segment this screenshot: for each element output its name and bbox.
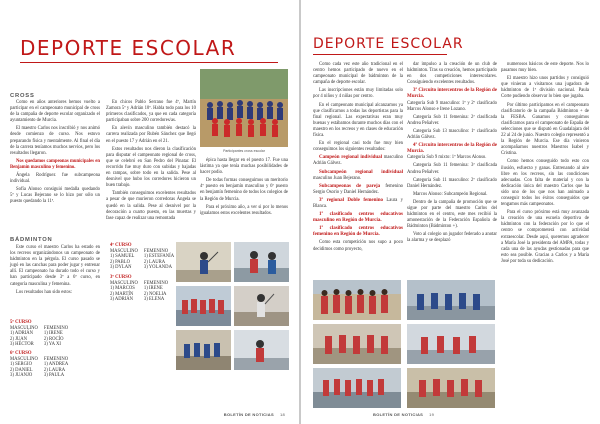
roster-cell: 1) SAMUEL [110,254,135,260]
footer [224,412,285,417]
result-item [313,226,403,238]
paragraph: Ángela Rodríguez fue subcampeona individual. [10,173,100,185]
paragraph: Voto al colegio un jugador federado a anotar la alarma y se desplazó [407,232,497,244]
roster-label: 6º CURSO [10,351,32,356]
badminton-photo-2 [234,242,289,282]
team-photo-5 [313,368,401,408]
roster-4-curso [110,243,180,271]
roster-cell: 1) ANDREA [43,362,69,368]
paragraph: épica hasta llegar en el puesto 17. Fue una lástima ya que tenía muchas posibilidades de hacer podio. [200,158,288,176]
result-item [407,178,497,190]
roster-6-curso [10,351,74,379]
result-text: Categoría Sub 11 femenina: 2ª clasificada Andrea Peñalver. [407,114,497,126]
paragraph: Como esta competición nos supo a poco decidimos como proyecto, [313,240,403,252]
roster-cell: 2) DANIEL [10,367,33,373]
cross-column-3 [200,158,288,219]
roster-cell: 2) PABLO [110,259,131,265]
result-text: Categoría Sub 11 masculino: 2º clasificado Daniel Hernández. [407,177,497,189]
result-item [407,143,497,161]
result-item [407,129,497,141]
footer-label: BOLETÍN DE NOTICIAS [373,412,424,417]
roster-header: MASCULINO [110,248,138,254]
paragraph: El maestro Carlos nos inscribió y nos animó desde comienzo de curso. Nos estuvo preparando física y mentalmente. Al final el día de la carrera teníamos muchos nervios, pero los resultados llegaron. [10,126,100,156]
roster-cell: 3) JUANJO [10,373,33,379]
result-item [313,155,403,167]
roster-header: FEMENINO [43,325,69,331]
roster-header: FEMENINO [43,356,69,362]
title-rule [313,54,447,55]
paragraph: numerosos básicos de este deporte. Nos lo pasamos muy bien. [501,62,589,74]
right-column-1 [313,62,403,255]
badminton-photo-4 [234,286,289,326]
result-text: Categoría Sub 9 masculino: 1º y 2º clasificado Marcos Alonso e Irene Lozano. [407,100,497,112]
paragraph: Los resultados han sido estos: [16,289,72,295]
roster-header: FEMENINO [143,280,169,286]
result-title: 3º Circuito intercentros de la Región de Murcia. [407,88,497,100]
roster-cell: 1) ESTEFANÍA [143,254,175,260]
paragraph: En el regional casi todo fue muy bien conseguimos los siguientes resultados: [313,141,403,153]
paragraph: En alevín masculino también destacó la carrera realizada por Rubén Sánchez que llegó en el puesto 17 y Adrián en el 21. [106,126,196,144]
roster-3-curso [110,275,174,303]
roster-cell: 1) IRENE [143,286,163,292]
section-heading-cross: CROSS [10,93,35,99]
cross-column-2 [106,100,196,224]
result-title: 3º regional Doble femenino [319,197,384,203]
team-photo-6 [407,368,495,408]
result-item [407,115,497,127]
highlight-paragraph: Nos quedamos campeonas municipales en Benjamín masculino y femenino. [10,158,100,170]
badminton-intro [10,245,100,298]
result-item [407,88,497,112]
right-column-3 [501,62,589,267]
photo-caption: Participantes cross escolar [223,149,265,153]
paragraph: Como en años anteriores hemos vuelto a participar en el campeonato municipal de cross de la campaña de deporte escolar organizado el ayuntamiento de Murcia. [10,100,100,124]
roster-cell: 1) IRENE [43,331,63,337]
paragraph: Como cada vez este año tradicional en el centro hemos participado de nuevo en el campeonato municipal de bádminton de la campaña de deporte escolar. [313,62,403,86]
roster-cell: 3) HÉCTOR [10,342,34,348]
result-item [313,212,403,224]
result-text: masculino Juan Bejerano. [313,175,362,181]
paragraph: En el campeonato municipal alcanzamos ya que clasificarnos a todas las deportistas para la final regional. Las expectativas eran muy buenas y estábamos durante muchos días con el maestro en los recreos y en clases de educación física. [313,102,403,139]
team-photo-2 [407,280,495,320]
roster-label: 4º CURSO [110,243,132,248]
result-text: Categoría Sub 13 masculino: 1º clasificado Adrián Gálvez. [407,128,497,141]
result-item [407,192,497,198]
paragraph: En chicos Pablo Serrano fue 4º, Martín Zamora 5º y Adrián 10º. Habla todo para los 10 primeros clasificados, ya que en cada categoría participaban sobre 200 corredores/as. [106,100,196,124]
roster-header: MASCULINO [10,325,38,331]
page-number: 18 [279,412,285,417]
roster-table [10,357,74,379]
roster-5-curso [10,320,74,348]
roster-table [10,326,74,348]
roster-header: MASCULINO [10,356,38,362]
roster-label: 3º CURSO [110,275,132,280]
roster-cell: 3) ELENA [143,297,165,303]
paragraph: Este curso el maestro Carlos ha estado en los recreos organizándonos un campeonato de bádminton en la pérgola. El curso pasado se jugó en las canchas para poder jugar y entrenar allí. El campeonato ha durado todo el curso y han participado desde 3º a 6º curso, en categoría masculina y femenina. [10,245,100,287]
paragraph: Por último participamos en el campeonato clasificatorio de la campaña Bádminton + de la FESBA. Ganamos y conseguimos clasificarnos para el campeonato de España de selecciones que se disputó en Guadalajara del 22 al 24 de junio. Nuestro colegio representó a la Región de Murcia. Ese día vinieron acompañarnos nuestros Maestros Isabel y Cristina. [501,102,589,157]
result-title: 1º clasificado centros educativos masculino en Región de Murcia. [313,212,403,224]
team-photo-4 [407,324,495,364]
paragraph: Como hemos conseguido todo esto con ilusión, esfuerzo y ganas. Entrenando al aire libre en los recreos, sin las condiciones adecuadas. Con falta de material y con la dedicación única del maestro Carlos que ha sido uno de los que nos han animado a conseguir todos los éxitos conseguidos que tengamos más campeonatos. [501,159,589,208]
roster-cell: 3) YOLANDA [143,265,172,271]
cross-column-1 [10,100,100,208]
result-item [407,163,497,175]
title-rule [20,62,278,63]
roster-cell: 3) DYLAN [110,265,132,271]
page-title: DEPORTE ESCOLAR [313,36,464,52]
roster-cell: 3) YA XI [43,342,61,348]
result-item [313,170,403,182]
roster-table [110,249,180,271]
badminton-photo-1 [176,242,231,282]
badminton-photo-6 [234,330,289,370]
result-text: femenino Sergio Osorio y Daniel Hernández. [313,183,404,195]
paragraph: Para el curso próximo está muy avanzada la creación de una escuela deportiva de bádminton con la federación por lo que el centro se comprometerá con actividad extraescolar. Desde aquí, queremos agradecer a María José la presidenta del AMPA, todas y cada una de las ayudas gestionadas para que esto sea posible. Gracias a Carlos y a María José por toda su dedicación. [501,210,589,264]
result-title: Campeón regional individual [319,155,383,161]
page-title: DEPORTE ESCOLAR [20,36,237,60]
right-column-2 [407,62,497,247]
footer [373,412,434,417]
result-item [313,184,403,196]
right-page [301,0,600,424]
paragraph: De todas formas conseguimos un meritorio 4º puesto en benjamín masculino y 6º puesto en benjamín femenino de todos los colegios de la Región de Murcia. [200,178,288,202]
team-photo-1 [313,280,401,320]
roster-cell: 3) PAULA [43,373,65,379]
result-text: masculino Adrián Gálvez. [313,155,403,167]
badminton-photo-3 [176,286,231,326]
paragraph: Sofía Alonso consiguió medalla quedando 5º y Lucas Bejerano se lo hizo por sólo un puesto quedando la 11ª. [10,187,100,205]
paragraph: Dentro de la campaña de promoción que se sigue por parte del maestro Carlos del bádminton en el centro, este mes recibió la amonestación de la Federación Española de Bádminton (Bádminton +). [407,199,497,230]
page-number: 19 [429,412,435,417]
paragraph: Estos resultados nos dieron la clasificación para disputar el campeonato regional de cross, que se celebró en San Pedro del Pinatar. El recorrido fue muy duro con subidas y bajadas en rampas, sobre todo en la salida. Pese al desnivel que hubo los corredores hicieron un buen trabajo. [106,146,196,189]
result-title: Subcampeonas de pareja [319,183,381,189]
roster-cell: 1) ADRIÁN [10,331,34,337]
roster-cell: 2) ROCÍO [43,336,64,342]
roster-header: FEMENINO [143,248,169,254]
roster-cell: 1) SERGIO [10,362,33,368]
roster-cell: 2) MARTÍN [110,291,134,297]
section-heading-badminton: BÁDMINTON [10,237,53,243]
result-text: Categoría Sub 9 mixto: 1º Marcos Alonso. [407,155,487,161]
team-photo-3 [313,324,401,364]
roster-cell: 2) LAURA [43,367,66,373]
result-title: 4º Circuito intercentros de la Región de Murcia. [407,143,497,155]
roster-cell: 2) NOELIA [143,291,167,297]
roster-label: 5º CURSO [10,320,32,325]
cross-team-photo [200,69,288,147]
footer-label: BOLETÍN DE NOTICIAS [223,412,274,417]
roster-cell: 2) JUAN [10,336,28,342]
result-title: 1º clasificado centros educativos femenino en Región de Murcia. [313,226,403,238]
paragraph: dar impulso a la creación de un club de bádminton. Tras su creación, hemos participado en dos competiciones interescolares. Consiguiendo excelentes resultados. [407,62,497,86]
result-text: Categoría Sub 11 femenina: 3ª clasificada Andrea Peñalver. [407,163,497,175]
result-item [313,198,403,210]
paragraph: El maestro hizo unos partidos y consiguió que vinieran a visitarnos una jugadora de bádminton de 1ª división nacional. Paula Corte pudiendo observar lo bien que jugaba. [501,76,589,100]
result-text: Laura y Blanca. [313,197,404,209]
roster-header: MASCULINO [110,280,138,286]
roster-cell: 2) LAURA [143,259,166,265]
result-text: Marcos Alonso: Subcampeón Regional. [413,191,488,197]
paragraph: También conseguimos excelentes resultados a pesar de que murieron corredoras Ángela se quedó en la salida. Pese al desnivel por la decoración a cuarto puesto, en las muertas y fase capaz de realizar una remontada [106,191,196,221]
paragraph: Para el próximo año, a ver si por lo menos igualamos estos excelentes resultados. [200,204,288,216]
roster-cell: 3) ADRIÁN [110,297,134,303]
paragraph: Las inscripciones están muy limitadas solo por 4 niños y 4 niñas por centro. [313,88,403,100]
result-title: Subcampeón regional individual [319,169,403,175]
roster-cell: 1) MARCOS [110,286,135,292]
roster-table [110,281,174,303]
badminton-photo-5 [176,330,231,370]
